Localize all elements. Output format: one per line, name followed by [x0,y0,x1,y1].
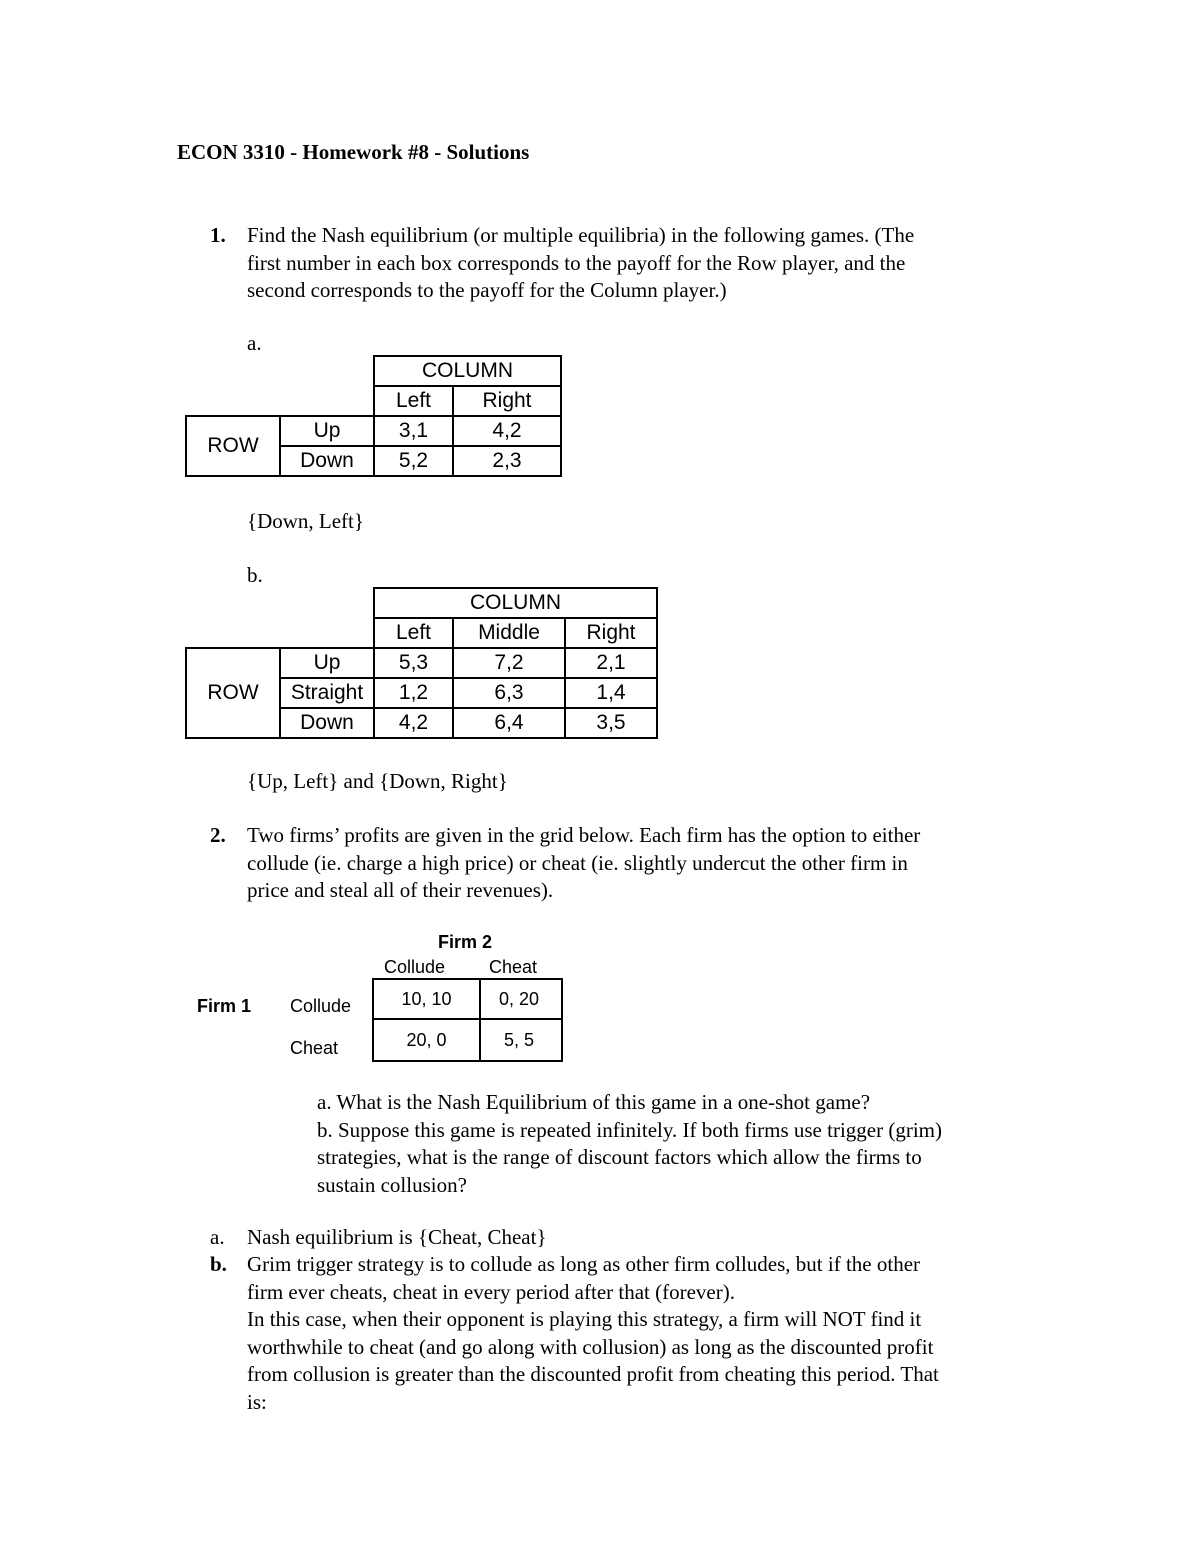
subquestions [317,1089,1057,1199]
payoff-cell: 7,2 [453,648,565,678]
payoff-cell: 1,2 [374,678,453,708]
payoff-cell: 2,1 [565,648,657,678]
payoff-cell: 3,5 [565,708,657,738]
row-label: Up [280,648,374,678]
answer-b: {Up, Left} and {Down, Right} [247,769,508,793]
col-label: Left [374,386,453,416]
firm-col-label: Collude [384,957,446,977]
payoff-table-b [185,587,658,739]
question-1-text [247,222,1047,305]
column-header: COLUMN [374,356,561,386]
firm-col-label: Cheat [489,957,538,977]
col-label: Right [453,386,561,416]
column-header: COLUMN [374,588,657,618]
answer-b-line: from collusion is greater than the discounted profit from cheating this period. That [247,1362,939,1386]
answer-b-line: worthwhile to cheat (and go along with collusion) as long as the discounted profit [247,1334,934,1359]
question-2-line: Two firms’ profits are given in the grid below. Each firm has the option to either [247,823,921,847]
payoff-cell: 1,4 [565,678,657,708]
row-header: ROW [186,648,280,738]
answer-a-text: Nash equilibrium is {Cheat, Cheat} [247,1225,547,1249]
col-label: Left [374,618,453,648]
answer-b-line: Grim trigger strategy is to collude as long as other firm colludes, but if the other [247,1252,921,1276]
payoff-cell: 4,2 [374,708,453,738]
question-1-line: second corresponds to the payoff for the Column player.) [247,278,727,302]
page-title: ECON 3310 - Homework #8 - Solutions [177,140,530,164]
col-label: Middle [453,618,565,648]
answer-b-line: is: [247,1389,267,1414]
question-1-line: first number in each box corresponds to the payoff for the Row player, and the [247,250,906,275]
question-2-text [247,822,1047,905]
firm-payoff-cell: 5, 5 [477,1018,563,1062]
firm-2-label: Firm 2 [438,932,493,952]
firm-payoff-cell: 10, 10 [372,978,481,1020]
part-a-label: a. [247,331,262,355]
subquestion-line: a. What is the Nash Equilibrium of this game in a one-shot game? [317,1090,871,1114]
question-2-line: price and steal all of their revenues). [247,878,554,902]
payoff-table-a [185,355,562,477]
payoff-cell: 2,3 [453,446,561,476]
answer-a: {Down, Left} [247,509,364,533]
firm-payoff-cell: 0, 20 [477,978,563,1020]
payoff-cell: 6,3 [453,678,565,708]
row-header: ROW [186,416,280,476]
firm-row-label: Collude [290,996,352,1016]
subquestion-line: strategies, what is the range of discount factors which allow the firms to [317,1145,922,1169]
row-label: Straight [280,678,374,708]
question-2-number: 2. [210,823,226,847]
answer-a-label: a. [210,1225,225,1249]
question-1-number: 1. [210,223,226,247]
question-1-line: Find the Nash equilibrium (or multiple equilibria) in the following games. (The [247,223,915,247]
question-2-line: collude (ie. charge a high price) or cheat (ie. slightly undercut the other firm in [247,850,908,875]
col-label: Right [565,618,657,648]
row-label: Up [280,416,374,446]
payoff-cell: 5,2 [374,446,453,476]
payoff-cell: 6,4 [453,708,565,738]
firm-row-label: Cheat [290,1038,339,1058]
firm-1-label: Firm 1 [197,996,252,1016]
answer-b-line: In this case, when their opponent is playing this strategy, a firm will NOT find it [247,1307,922,1331]
payoff-cell: 3,1 [374,416,453,446]
firm-payoff-cell: 20, 0 [372,1018,481,1062]
subquestion-line: sustain collusion? [317,1172,467,1197]
answer-b-text [247,1251,1047,1416]
row-label: Down [280,708,374,738]
payoff-cell: 5,3 [374,648,453,678]
part-b-label: b. [247,563,263,587]
answer-b-label: b. [210,1252,227,1276]
row-label: Down [280,446,374,476]
answer-b-line: firm ever cheats, cheat in every period after that (forever). [247,1279,735,1304]
payoff-cell: 4,2 [453,416,561,446]
subquestion-line: b. Suppose this game is repeated infinitely. If both firms use trigger (grim) [317,1117,942,1142]
